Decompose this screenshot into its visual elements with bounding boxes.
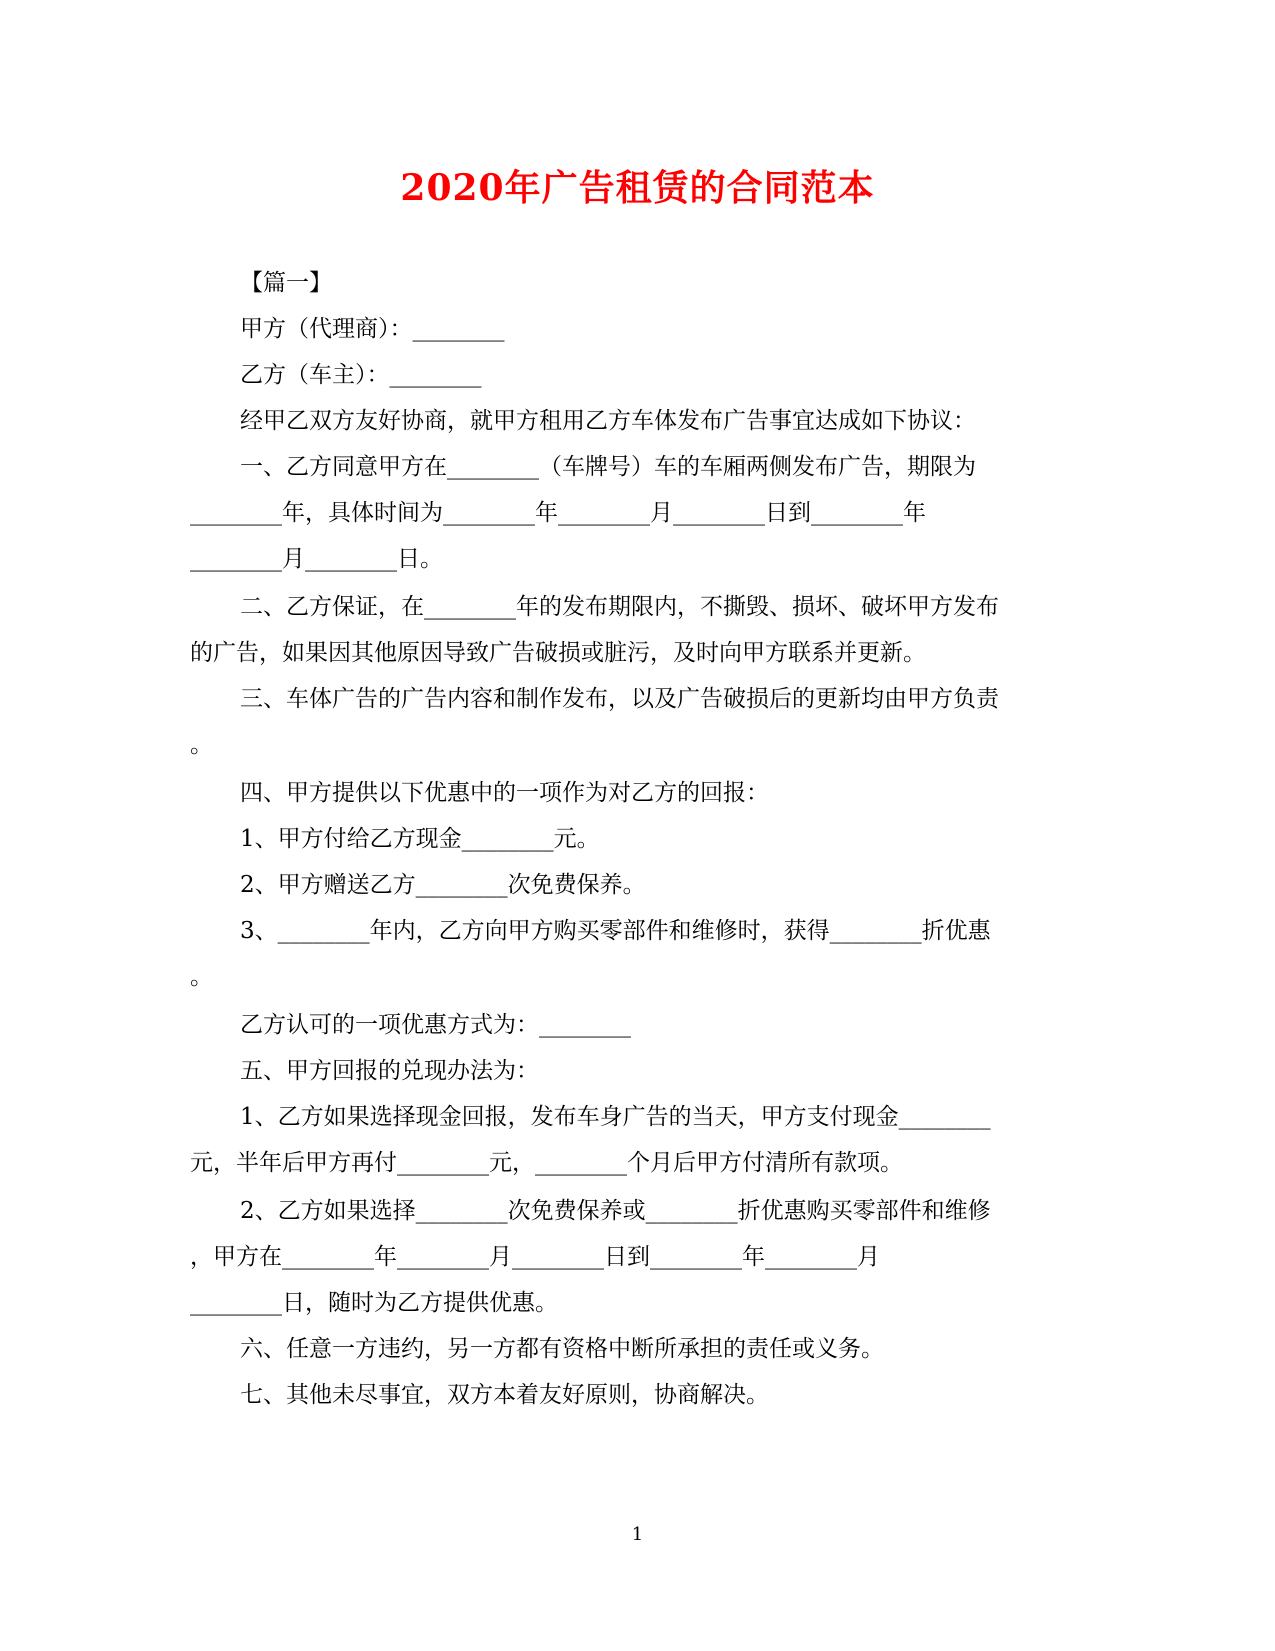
section-heading: 【篇一】 xyxy=(240,270,332,296)
page-number: 1 xyxy=(631,1524,644,1545)
party-a-line: 甲方（代理商）：________ xyxy=(240,316,505,342)
redeem-2-line-1: 2、乙方如果选择________次免费保养或________折优惠购买零部件和维修 xyxy=(240,1198,991,1224)
redeem-2-line-2: ，甲方在________年________月________日到________年________月 xyxy=(190,1244,880,1270)
clause-6-line: 六、任意一方违约，另一方都有资格中断所承担的责任或义务。 xyxy=(240,1336,884,1362)
document-title: 2020年广告租赁的合同范本 xyxy=(400,167,875,209)
clause-1-line-2: ________年，具体时间为________年________月________日到________年 xyxy=(190,500,926,526)
clause-5-line: 五、甲方回报的兑现办法为： xyxy=(240,1058,539,1084)
preamble-line: 经甲乙双方友好协商，就甲方租用乙方车体发布广告事宜达成如下协议： xyxy=(240,408,976,434)
clause-3-line-2: 。 xyxy=(190,732,213,758)
redeem-2-line-3: ________日，随时为乙方提供优惠。 xyxy=(190,1290,558,1316)
clause-3-line-1: 三、车体广告的广告内容和制作发布，以及广告破损后的更新均由甲方负责 xyxy=(240,686,999,712)
chosen-option-line: 乙方认可的一项优惠方式为：________ xyxy=(240,1012,631,1038)
party-b-line: 乙方（车主）：________ xyxy=(240,362,482,388)
option-3-line-2: 。 xyxy=(190,964,213,990)
redeem-1-line-1: 1、乙方如果选择现金回报，发布车身广告的当天，甲方支付现金________ xyxy=(240,1104,991,1130)
clause-4-line: 四、甲方提供以下优惠中的一项作为对乙方的回报： xyxy=(240,780,769,806)
option-2-line: 2、甲方赠送乙方________次免费保养。 xyxy=(240,872,646,898)
clause-2-line-2: 的广告，如果因其他原因导致广告破损或脏污，及时向甲方联系并更新。 xyxy=(190,640,926,666)
clause-2-line-1: 二、乙方保证，在________年的发布期限内，不撕毁、损坏、破坏甲方发布 xyxy=(240,594,999,620)
option-3-line-1: 3、________年内，乙方向甲方购买零部件和维修时，获得________折优惠 xyxy=(240,918,991,944)
option-1-line: 1、甲方付给乙方现金________元。 xyxy=(240,826,600,852)
clause-1-line-3: ________月________日。 xyxy=(190,546,443,572)
redeem-1-line-2: 元，半年后甲方再付________元，________个月后甲方付清所有款项。 xyxy=(190,1150,903,1176)
clause-1-line-1: 一、乙方同意甲方在________（车牌号）车的车厢两侧发布广告，期限为 xyxy=(240,454,976,480)
clause-7-line: 七、其他未尽事宜，双方本着友好原则，协商解决。 xyxy=(240,1382,769,1408)
